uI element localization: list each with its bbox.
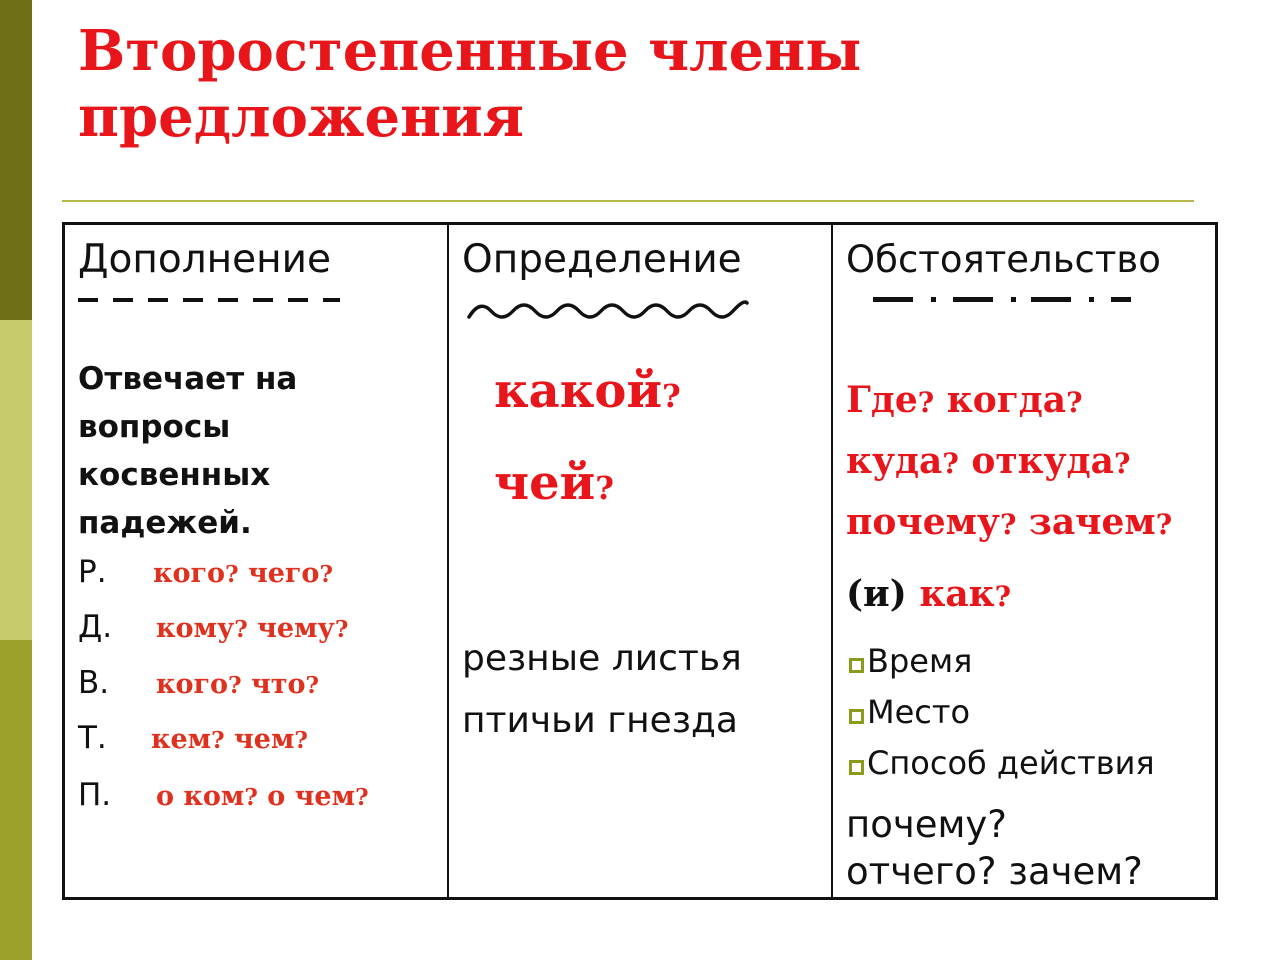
- kind-label: Место: [867, 693, 971, 731]
- square-bullet-icon: [849, 658, 864, 673]
- side-bar-segment-light: [0, 320, 32, 640]
- case-letter: Т.: [78, 720, 107, 756]
- object-description-line: косвенных: [78, 457, 271, 493]
- case-question: о ком? о чем?: [156, 781, 369, 812]
- members-table: [62, 222, 1218, 900]
- attribute-example: птичьи гнезда: [462, 700, 738, 741]
- column-attribute: [449, 225, 833, 897]
- object-description: [78, 355, 297, 547]
- kind-label: Способ действия: [867, 744, 1155, 782]
- slide-title: [78, 18, 1178, 150]
- circumstance-extra-line: почему?: [846, 803, 1007, 846]
- case-question: кого? что?: [156, 669, 319, 700]
- dash-dot-underline: [873, 295, 1153, 305]
- kind-label: Время: [867, 642, 973, 680]
- case-letter: Р.: [78, 554, 107, 590]
- how-question: как?: [919, 573, 1012, 615]
- wavy-underline: [467, 297, 749, 325]
- case-letter: П.: [78, 777, 112, 813]
- attribute-example: резные листья: [462, 638, 742, 679]
- attribute-heading: Определение: [462, 237, 742, 282]
- circumstance-question-line: почему? зачем?: [846, 501, 1173, 543]
- object-description-line: Отвечает на: [78, 361, 298, 397]
- case-question: кому? чему?: [156, 613, 349, 644]
- case-question: кого? чего?: [153, 558, 333, 589]
- object-heading: Дополнение: [78, 237, 331, 282]
- case-question: кем? чем?: [151, 724, 308, 755]
- circumstance-question-line: Где? когда?: [846, 379, 1083, 421]
- dashed-underline: [78, 295, 343, 305]
- side-accent-bar: [0, 0, 32, 960]
- side-bar-segment-dark: [0, 0, 32, 320]
- column-object: [65, 225, 449, 897]
- object-description-line: вопросы: [78, 409, 231, 445]
- how-paren: (и): [846, 573, 907, 615]
- object-description-line: падежей.: [78, 505, 252, 541]
- column-circumstance: [833, 225, 1215, 897]
- circumstance-extra-line: отчего? зачем?: [846, 850, 1143, 893]
- circumstance-extra: [846, 801, 1143, 895]
- attribute-question: чей?: [494, 455, 615, 511]
- square-bullet-icon: [849, 760, 864, 775]
- circumstance-heading: Обстоятельство: [846, 238, 1161, 281]
- title-divider: [62, 200, 1194, 202]
- case-letter: В.: [78, 665, 110, 701]
- case-letter: Д.: [78, 609, 113, 645]
- circumstance-how-line: [846, 571, 1011, 620]
- attribute-question: какой?: [494, 363, 681, 419]
- square-bullet-icon: [849, 709, 864, 724]
- slide-title-line-2: предложения: [78, 84, 525, 150]
- circumstance-question-line: куда? откуда?: [846, 440, 1131, 482]
- side-bar-segment-medium: [0, 640, 32, 960]
- slide-title-line-1: Второстепенные члены: [78, 18, 862, 84]
